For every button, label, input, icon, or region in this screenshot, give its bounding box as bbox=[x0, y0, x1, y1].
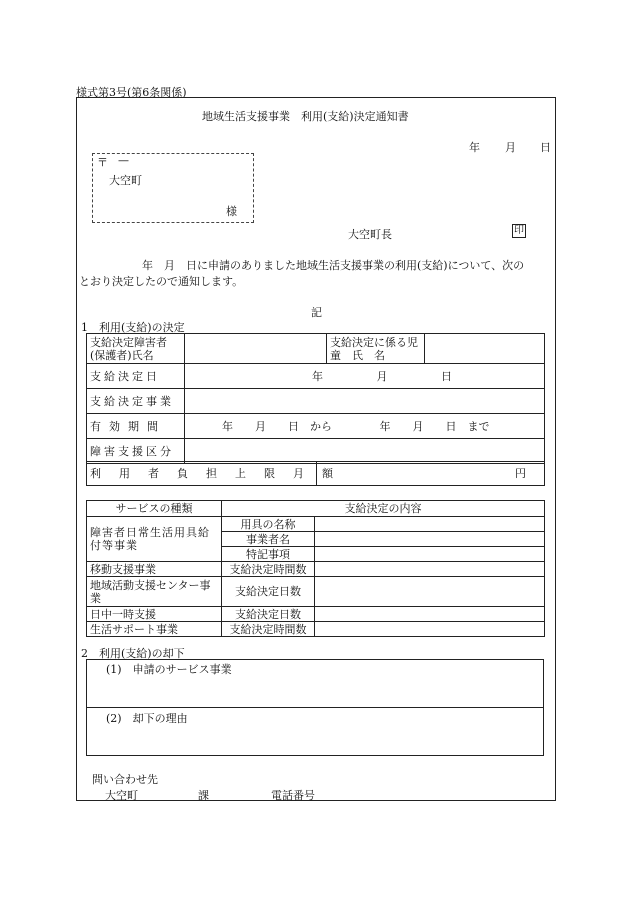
disability-value[interactable] bbox=[185, 439, 545, 464]
cap-unit: 円 bbox=[515, 467, 526, 480]
validity-from: 年 月 日 から bbox=[222, 419, 332, 433]
life-support-hours-value[interactable] bbox=[315, 622, 545, 637]
activity-days-value[interactable] bbox=[315, 577, 545, 607]
form-number: 様式第3号(第6条関係) bbox=[76, 86, 187, 99]
postal-dash: — bbox=[118, 154, 129, 167]
daily-tools-label: 障害者日常生活用具給付等事業 bbox=[87, 517, 222, 562]
services-table bbox=[86, 500, 545, 637]
cap-label: 利用者負担上限月額 bbox=[87, 462, 317, 486]
contact-dept: 課 bbox=[198, 789, 209, 802]
document-title: 地域生活支援事業 利用(支給)決定通知書 bbox=[202, 110, 409, 123]
decision-date-year: 年 bbox=[312, 369, 323, 383]
body-line-1: 年 月 日に申請のありました地域生活支援事業の利用(支給)について、次の bbox=[142, 259, 525, 272]
notes-value[interactable] bbox=[315, 547, 545, 562]
cap-table bbox=[86, 461, 545, 486]
life-support-hours-label: 支給決定時間数 bbox=[222, 622, 315, 637]
decision-date-month: 月 bbox=[376, 369, 388, 383]
date-day: 日 bbox=[540, 141, 551, 154]
decision-date-value[interactable] bbox=[185, 364, 545, 389]
validity-to: 年 月 日 まで bbox=[379, 419, 490, 433]
contact-phone: 電話番号 bbox=[271, 789, 315, 802]
activity-center-label: 地域活動支援センター事業 bbox=[87, 577, 222, 607]
decision-date-label: 支給決定日 bbox=[87, 364, 185, 389]
daytime-label: 日中一時支援 bbox=[87, 607, 222, 622]
contact-heading: 問い合わせ先 bbox=[92, 773, 158, 786]
seal-mark: 印 bbox=[514, 225, 524, 236]
provider-value[interactable] bbox=[315, 532, 545, 547]
program-value[interactable] bbox=[185, 389, 545, 414]
mobility-hours-label: 支給決定時間数 bbox=[222, 562, 315, 577]
date-month: 月 bbox=[505, 141, 516, 154]
services-header-content: 支給決定の内容 bbox=[222, 501, 545, 517]
life-support-label: 生活サポート事業 bbox=[87, 622, 222, 637]
section1-heading: 1 利用(支給)の決定 bbox=[81, 321, 185, 334]
validity-label: 有効期間 bbox=[87, 414, 185, 439]
issuer-name: 大空町長 bbox=[348, 228, 392, 241]
daytime-days-label: 支給決定日数 bbox=[222, 607, 315, 622]
decision-date-day: 日 bbox=[441, 369, 452, 383]
rejection-item-1: (1) 申請のサービス事業 bbox=[106, 663, 232, 676]
address-honorific: 様 bbox=[226, 205, 237, 218]
program-label: 支給決定事業 bbox=[87, 389, 185, 414]
validity-value[interactable] bbox=[185, 414, 545, 439]
contact-town: 大空町 bbox=[105, 789, 138, 802]
ki-mark: 記 bbox=[311, 306, 322, 319]
recipient-value[interactable] bbox=[185, 334, 327, 364]
decision-table bbox=[86, 333, 545, 464]
mobility-hours-value[interactable] bbox=[315, 562, 545, 577]
postal-mark: 〒 bbox=[97, 156, 108, 169]
tool-name-label: 用具の名称 bbox=[222, 517, 315, 532]
recipient-label: 支給決定障害者(保護者)氏名 bbox=[87, 334, 185, 364]
provider-label: 事業者名 bbox=[222, 532, 315, 547]
rejection-item-2: (2) 却下の理由 bbox=[106, 712, 188, 725]
tool-name-value[interactable] bbox=[315, 517, 545, 532]
child-value[interactable] bbox=[425, 334, 545, 364]
section2-heading: 2 利用(支給)の却下 bbox=[81, 647, 185, 660]
disability-label: 障害支援区分 bbox=[87, 439, 185, 464]
body-line-2: とおり決定したので通知します。 bbox=[79, 275, 244, 288]
services-header-type: サービスの種類 bbox=[87, 501, 222, 517]
rejection-divider bbox=[86, 707, 544, 708]
notes-label: 特記事項 bbox=[222, 547, 315, 562]
child-label: 支給決定に係る児 童 氏 名 bbox=[327, 334, 425, 364]
daytime-days-value[interactable] bbox=[315, 607, 545, 622]
address-town: 大空町 bbox=[109, 174, 142, 187]
mobility-label: 移動支援事業 bbox=[87, 562, 222, 577]
activity-days-label: 支給決定日数 bbox=[222, 577, 315, 607]
date-year: 年 bbox=[469, 141, 480, 154]
